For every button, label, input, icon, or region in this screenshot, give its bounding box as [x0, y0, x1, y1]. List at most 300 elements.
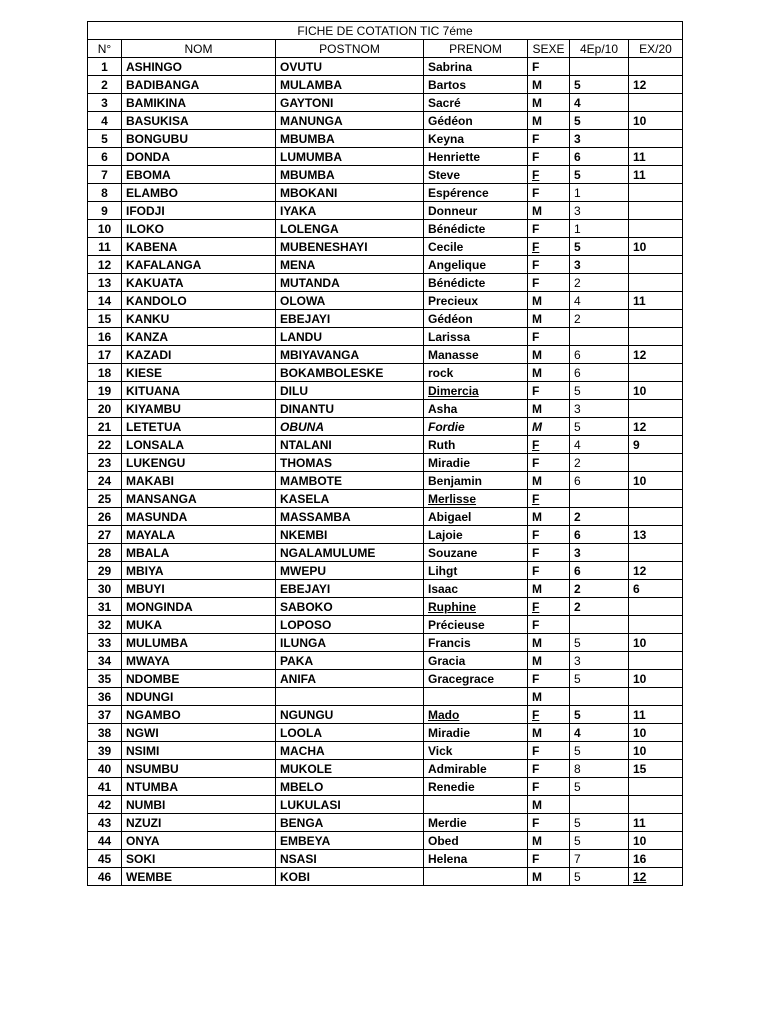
cell-nom: KABENA: [122, 238, 276, 256]
cell-postnom: LUMUMBA: [276, 148, 424, 166]
cell-postnom: MENA: [276, 256, 424, 274]
cell-sexe: F: [528, 274, 570, 292]
cell-nom: MULUMBA: [122, 634, 276, 652]
cell-4ep: 2: [570, 310, 629, 328]
cell-4ep: 3: [570, 544, 629, 562]
row-number: 3: [88, 94, 122, 112]
cell-nom: MBALA: [122, 544, 276, 562]
cell-ex: 15: [629, 760, 683, 778]
cell-sexe: M: [528, 76, 570, 94]
cell-nom: SOKI: [122, 850, 276, 868]
table-row: [88, 868, 683, 886]
cell-prenom: Henriette: [424, 148, 528, 166]
cell-sexe: F: [528, 616, 570, 634]
cell-prenom: Abigael: [424, 508, 528, 526]
cell-sexe: M: [528, 580, 570, 598]
cell-postnom: MUBENESHAYI: [276, 238, 424, 256]
row-number: 46: [88, 868, 122, 886]
cell-ex: [629, 796, 683, 814]
cell-nom: NGWI: [122, 724, 276, 742]
cell-ex: [629, 184, 683, 202]
cell-4ep: 5: [570, 868, 629, 886]
cell-postnom: MULAMBA: [276, 76, 424, 94]
cell-4ep: 7: [570, 850, 629, 868]
cell-postnom: MANUNGA: [276, 112, 424, 130]
table-row: [88, 292, 683, 310]
cell-ex: [629, 652, 683, 670]
cell-ex: [629, 310, 683, 328]
cell-4ep: 4: [570, 436, 629, 454]
cell-sexe: M: [528, 310, 570, 328]
table-row: [88, 400, 683, 418]
cell-sexe: F: [528, 238, 570, 256]
cell-4ep: [570, 616, 629, 634]
cell-4ep: 5: [570, 814, 629, 832]
row-number: 9: [88, 202, 122, 220]
cell-ex: 11: [629, 148, 683, 166]
cell-sexe: M: [528, 688, 570, 706]
cell-prenom: Bartos: [424, 76, 528, 94]
cell-sexe: F: [528, 490, 570, 508]
table-row: [88, 562, 683, 580]
cell-ex: 12: [629, 418, 683, 436]
cell-nom: LUKENGU: [122, 454, 276, 472]
cell-4ep: [570, 490, 629, 508]
cell-nom: NDOMBE: [122, 670, 276, 688]
cell-postnom: MBOKANI: [276, 184, 424, 202]
cell-postnom: MUKOLE: [276, 760, 424, 778]
cell-nom: ELAMBO: [122, 184, 276, 202]
cell-sexe: F: [528, 706, 570, 724]
cell-postnom: MAMBOTE: [276, 472, 424, 490]
cell-postnom: NGUNGU: [276, 706, 424, 724]
table-row: [88, 112, 683, 130]
cell-prenom: Espérence: [424, 184, 528, 202]
cell-prenom: Miradie: [424, 454, 528, 472]
header-number: N°: [88, 40, 122, 58]
cell-sexe: M: [528, 202, 570, 220]
header-4ep: 4Ep/10: [570, 40, 629, 58]
cell-4ep: 2: [570, 580, 629, 598]
row-number: 17: [88, 346, 122, 364]
cell-nom: NDUNGI: [122, 688, 276, 706]
cell-sexe: F: [528, 184, 570, 202]
cell-4ep: 5: [570, 778, 629, 796]
cell-sexe: F: [528, 544, 570, 562]
cell-sexe: M: [528, 418, 570, 436]
cell-prenom: [424, 868, 528, 886]
cell-ex: 12: [629, 868, 683, 886]
cell-nom: BONGUBU: [122, 130, 276, 148]
cell-sexe: M: [528, 652, 570, 670]
cell-nom: NZUZI: [122, 814, 276, 832]
cell-sexe: M: [528, 724, 570, 742]
cell-ex: [629, 202, 683, 220]
cell-4ep: 5: [570, 418, 629, 436]
row-number: 23: [88, 454, 122, 472]
table-row: [88, 238, 683, 256]
cell-4ep: 1: [570, 184, 629, 202]
cell-nom: KITUANA: [122, 382, 276, 400]
cell-postnom: LOPOSO: [276, 616, 424, 634]
cell-4ep: 3: [570, 400, 629, 418]
cell-ex: [629, 454, 683, 472]
cell-4ep: [570, 688, 629, 706]
cell-nom: BASUKISA: [122, 112, 276, 130]
cell-ex: 10: [629, 742, 683, 760]
cell-ex: 10: [629, 724, 683, 742]
cell-sexe: F: [528, 166, 570, 184]
cell-4ep: 6: [570, 364, 629, 382]
cell-nom: NSIMI: [122, 742, 276, 760]
cell-postnom: OVUTU: [276, 58, 424, 76]
table-row: [88, 148, 683, 166]
cell-4ep: 1: [570, 220, 629, 238]
cell-prenom: Donneur: [424, 202, 528, 220]
table-row: [88, 58, 683, 76]
cell-sexe: F: [528, 382, 570, 400]
cell-ex: 6: [629, 580, 683, 598]
row-number: 20: [88, 400, 122, 418]
row-number: 11: [88, 238, 122, 256]
cell-nom: KIESE: [122, 364, 276, 382]
cell-ex: 10: [629, 634, 683, 652]
row-number: 30: [88, 580, 122, 598]
row-number: 36: [88, 688, 122, 706]
cell-prenom: Dimercia: [424, 382, 528, 400]
row-number: 5: [88, 130, 122, 148]
cell-prenom: Gédéon: [424, 310, 528, 328]
cell-postnom: ILUNGA: [276, 634, 424, 652]
cell-prenom: rock: [424, 364, 528, 382]
cell-prenom: Bénédicte: [424, 220, 528, 238]
header-prenom: PRENOM: [424, 40, 528, 58]
table-row: [88, 778, 683, 796]
cell-sexe: M: [528, 346, 570, 364]
cell-ex: 11: [629, 814, 683, 832]
cell-nom: IFODJI: [122, 202, 276, 220]
cell-nom: MBUYI: [122, 580, 276, 598]
table-row: [88, 328, 683, 346]
row-number: 32: [88, 616, 122, 634]
cell-prenom: Merlisse: [424, 490, 528, 508]
row-number: 8: [88, 184, 122, 202]
cell-postnom: NTALANI: [276, 436, 424, 454]
table-row: [88, 850, 683, 868]
cell-postnom: EMBEYA: [276, 832, 424, 850]
cell-4ep: 6: [570, 472, 629, 490]
cell-4ep: 8: [570, 760, 629, 778]
cell-sexe: F: [528, 436, 570, 454]
cell-nom: NUMBI: [122, 796, 276, 814]
cell-sexe: M: [528, 112, 570, 130]
row-number: 18: [88, 364, 122, 382]
cell-ex: [629, 778, 683, 796]
cell-postnom: MUTANDA: [276, 274, 424, 292]
cell-nom: KANZA: [122, 328, 276, 346]
cell-postnom: OLOWA: [276, 292, 424, 310]
cell-prenom: Ruth: [424, 436, 528, 454]
cell-nom: ASHINGO: [122, 58, 276, 76]
cell-nom: MWAYA: [122, 652, 276, 670]
cell-sexe: F: [528, 760, 570, 778]
table-row: [88, 454, 683, 472]
cell-prenom: Merdie: [424, 814, 528, 832]
cell-4ep: 5: [570, 706, 629, 724]
row-number: 15: [88, 310, 122, 328]
cell-4ep: 2: [570, 274, 629, 292]
cell-sexe: F: [528, 328, 570, 346]
cell-postnom: BENGA: [276, 814, 424, 832]
cell-prenom: Fordie: [424, 418, 528, 436]
cell-prenom: Précieuse: [424, 616, 528, 634]
row-number: 19: [88, 382, 122, 400]
table-body: [88, 58, 683, 886]
cell-postnom: MBUMBA: [276, 166, 424, 184]
cell-ex: [629, 688, 683, 706]
cell-4ep: 5: [570, 382, 629, 400]
cell-prenom: Keyna: [424, 130, 528, 148]
cell-sexe: F: [528, 670, 570, 688]
cell-4ep: 4: [570, 292, 629, 310]
cell-prenom: Renedie: [424, 778, 528, 796]
cell-nom: KAFALANGA: [122, 256, 276, 274]
cell-sexe: F: [528, 742, 570, 760]
cell-postnom: KASELA: [276, 490, 424, 508]
cell-nom: ILOKO: [122, 220, 276, 238]
header-row: [88, 40, 683, 58]
cell-4ep: 5: [570, 670, 629, 688]
grading-sheet-table: [87, 21, 683, 886]
cell-prenom: Gracegrace: [424, 670, 528, 688]
cell-postnom: LUKULASI: [276, 796, 424, 814]
row-number: 43: [88, 814, 122, 832]
row-number: 31: [88, 598, 122, 616]
cell-nom: KAZADI: [122, 346, 276, 364]
row-number: 27: [88, 526, 122, 544]
header-nom: NOM: [122, 40, 276, 58]
cell-ex: [629, 616, 683, 634]
table-row: [88, 706, 683, 724]
cell-sexe: M: [528, 400, 570, 418]
cell-4ep: 5: [570, 166, 629, 184]
table-row: [88, 256, 683, 274]
cell-prenom: Gracia: [424, 652, 528, 670]
cell-nom: NTUMBA: [122, 778, 276, 796]
row-number: 10: [88, 220, 122, 238]
row-number: 33: [88, 634, 122, 652]
cell-ex: [629, 400, 683, 418]
cell-nom: ONYA: [122, 832, 276, 850]
cell-4ep: 5: [570, 832, 629, 850]
cell-nom: WEMBE: [122, 868, 276, 886]
cell-sexe: M: [528, 832, 570, 850]
table-row: [88, 94, 683, 112]
cell-ex: [629, 598, 683, 616]
table-row: [88, 76, 683, 94]
cell-sexe: M: [528, 634, 570, 652]
cell-postnom: NGALAMULUME: [276, 544, 424, 562]
cell-ex: 12: [629, 346, 683, 364]
cell-ex: 10: [629, 238, 683, 256]
row-number: 22: [88, 436, 122, 454]
cell-postnom: MWEPU: [276, 562, 424, 580]
header-ex: EX/20: [629, 40, 683, 58]
cell-4ep: [570, 328, 629, 346]
table-row: [88, 130, 683, 148]
cell-prenom: [424, 688, 528, 706]
cell-sexe: F: [528, 598, 570, 616]
cell-prenom: Bénédicte: [424, 274, 528, 292]
cell-4ep: 2: [570, 508, 629, 526]
cell-4ep: 3: [570, 256, 629, 274]
table-row: [88, 580, 683, 598]
row-number: 45: [88, 850, 122, 868]
row-number: 25: [88, 490, 122, 508]
table-row: [88, 814, 683, 832]
row-number: 16: [88, 328, 122, 346]
cell-nom: MUKA: [122, 616, 276, 634]
cell-postnom: MACHA: [276, 742, 424, 760]
cell-nom: KANKU: [122, 310, 276, 328]
table-row: [88, 742, 683, 760]
cell-nom: NSUMBU: [122, 760, 276, 778]
cell-4ep: 6: [570, 148, 629, 166]
cell-4ep: 6: [570, 526, 629, 544]
cell-4ep: 5: [570, 112, 629, 130]
cell-ex: [629, 256, 683, 274]
table-row: [88, 526, 683, 544]
cell-4ep: 3: [570, 652, 629, 670]
cell-4ep: 3: [570, 202, 629, 220]
cell-postnom: THOMAS: [276, 454, 424, 472]
cell-ex: 11: [629, 166, 683, 184]
cell-postnom: EBEJAYI: [276, 580, 424, 598]
cell-sexe: F: [528, 562, 570, 580]
cell-sexe: F: [528, 454, 570, 472]
cell-sexe: F: [528, 814, 570, 832]
cell-ex: [629, 508, 683, 526]
cell-4ep: [570, 58, 629, 76]
row-number: 14: [88, 292, 122, 310]
table-row: [88, 670, 683, 688]
cell-ex: 16: [629, 850, 683, 868]
cell-prenom: Asha: [424, 400, 528, 418]
row-number: 37: [88, 706, 122, 724]
header-sexe: SEXE: [528, 40, 570, 58]
row-number: 41: [88, 778, 122, 796]
cell-prenom: Helena: [424, 850, 528, 868]
cell-postnom: ANIFA: [276, 670, 424, 688]
row-number: 29: [88, 562, 122, 580]
table-row: [88, 634, 683, 652]
cell-ex: 12: [629, 562, 683, 580]
row-number: 44: [88, 832, 122, 850]
cell-4ep: 2: [570, 454, 629, 472]
cell-prenom: Vick: [424, 742, 528, 760]
cell-ex: [629, 490, 683, 508]
cell-prenom: Isaac: [424, 580, 528, 598]
cell-prenom: Souzane: [424, 544, 528, 562]
row-number: 34: [88, 652, 122, 670]
row-number: 40: [88, 760, 122, 778]
cell-ex: 13: [629, 526, 683, 544]
cell-sexe: F: [528, 526, 570, 544]
cell-sexe: M: [528, 94, 570, 112]
cell-ex: [629, 544, 683, 562]
cell-postnom: [276, 688, 424, 706]
table-row: [88, 832, 683, 850]
row-number: 6: [88, 148, 122, 166]
table-row: [88, 310, 683, 328]
table-row: [88, 616, 683, 634]
table-row: [88, 724, 683, 742]
cell-postnom: MBELO: [276, 778, 424, 796]
cell-4ep: 4: [570, 94, 629, 112]
cell-prenom: Lihgt: [424, 562, 528, 580]
table-row: [88, 544, 683, 562]
cell-prenom: Obed: [424, 832, 528, 850]
cell-4ep: 4: [570, 724, 629, 742]
cell-postnom: DINANTU: [276, 400, 424, 418]
cell-postnom: OBUNA: [276, 418, 424, 436]
row-number: 7: [88, 166, 122, 184]
cell-ex: 10: [629, 112, 683, 130]
cell-nom: BADIBANGA: [122, 76, 276, 94]
cell-nom: KANDOLO: [122, 292, 276, 310]
cell-ex: [629, 58, 683, 76]
cell-ex: 10: [629, 472, 683, 490]
cell-nom: MAKABI: [122, 472, 276, 490]
cell-nom: DONDA: [122, 148, 276, 166]
cell-nom: MAYALA: [122, 526, 276, 544]
cell-ex: 9: [629, 436, 683, 454]
cell-sexe: F: [528, 130, 570, 148]
cell-ex: 10: [629, 670, 683, 688]
row-number: 28: [88, 544, 122, 562]
cell-nom: LETETUA: [122, 418, 276, 436]
cell-postnom: LOOLA: [276, 724, 424, 742]
row-number: 39: [88, 742, 122, 760]
row-number: 42: [88, 796, 122, 814]
cell-ex: [629, 364, 683, 382]
cell-prenom: Gédéon: [424, 112, 528, 130]
cell-prenom: [424, 796, 528, 814]
table-row: [88, 760, 683, 778]
cell-sexe: F: [528, 220, 570, 238]
cell-4ep: 5: [570, 634, 629, 652]
cell-nom: MONGINDA: [122, 598, 276, 616]
cell-prenom: Sacré: [424, 94, 528, 112]
cell-nom: EBOMA: [122, 166, 276, 184]
cell-postnom: SABOKO: [276, 598, 424, 616]
cell-4ep: 5: [570, 76, 629, 94]
table-row: [88, 508, 683, 526]
cell-sexe: F: [528, 256, 570, 274]
cell-postnom: EBEJAYI: [276, 310, 424, 328]
cell-prenom: Benjamin: [424, 472, 528, 490]
cell-postnom: LOLENGA: [276, 220, 424, 238]
row-number: 2: [88, 76, 122, 94]
cell-ex: 11: [629, 292, 683, 310]
cell-4ep: 2: [570, 598, 629, 616]
cell-ex: 10: [629, 382, 683, 400]
cell-ex: 10: [629, 832, 683, 850]
cell-sexe: F: [528, 850, 570, 868]
cell-postnom: GAYTONI: [276, 94, 424, 112]
row-number: 1: [88, 58, 122, 76]
cell-prenom: Lajoie: [424, 526, 528, 544]
